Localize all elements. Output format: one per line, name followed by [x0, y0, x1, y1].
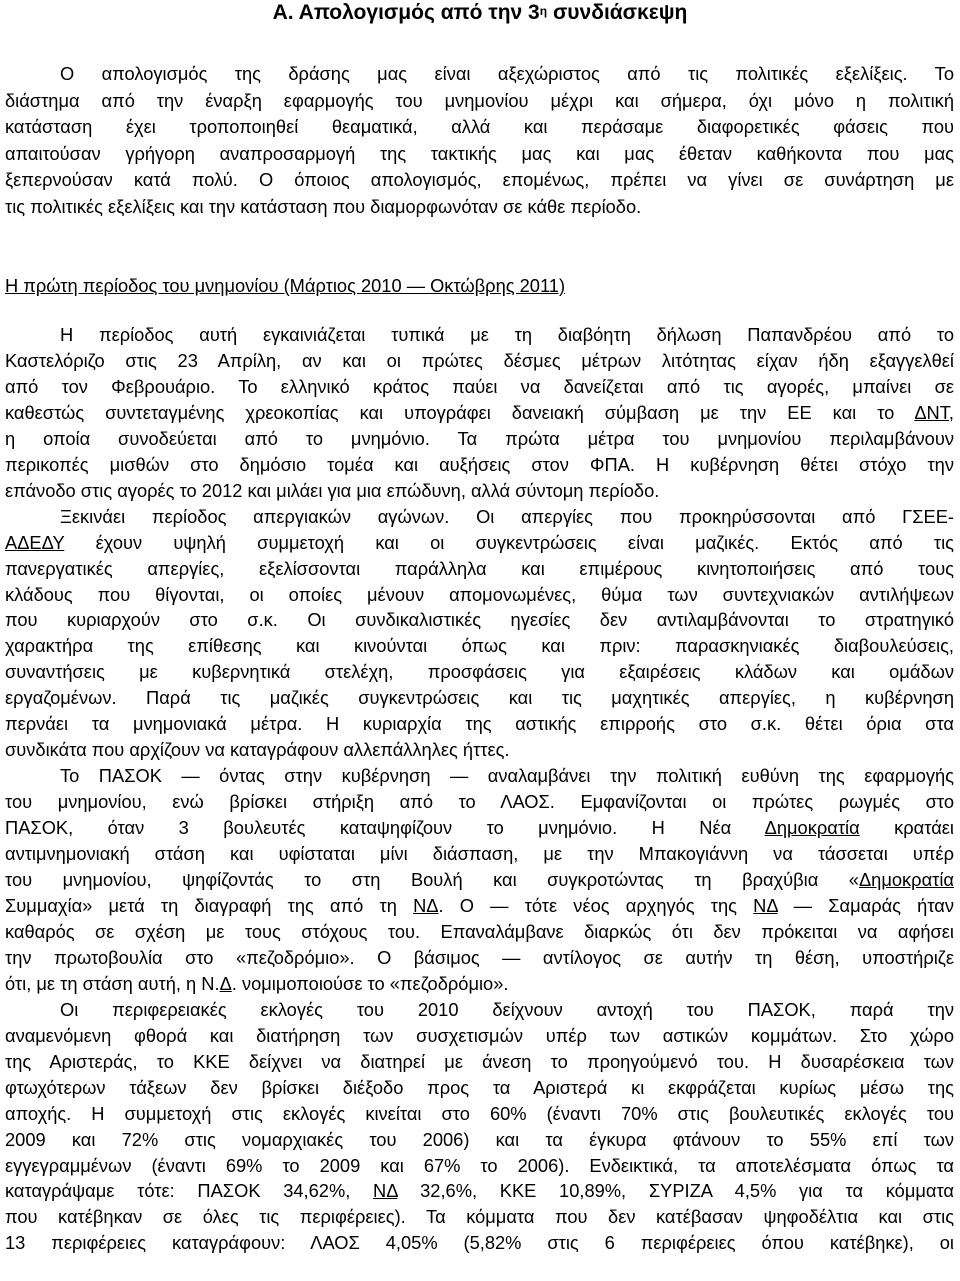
text-line: 13 περιφέρειες καταγράφουν: ΛΑΟΣ 4,05% (5,82% στις 6 περιφέρειες όπου κατέβηκε), οι [5, 1232, 954, 1254]
text-line: Ξεκινάει περίοδος απεργιακών αγώνων. Οι απεργίες που προκηρύσσονται από ΓΣΕΕ- [60, 505, 954, 527]
underlined-term: Δ [219, 972, 232, 994]
text-line [5, 971, 954, 997]
underlined-term: Δημοκρατία [858, 869, 954, 891]
underlined-term: ΔΝΤ, [914, 401, 954, 423]
text-fragment: — Σαμαράς ήταν [777, 894, 954, 916]
text-line: συναντήσεις με κυβερνητικά στελέχη, προσφάσεις για εξαιρέσεις κλάδων και ομάδων [5, 661, 954, 683]
text-line [5, 530, 954, 556]
underlined-term: ΑΔΕΔΥ [5, 531, 65, 553]
text-line: που κατέβηκαν σε όλες τις περιφέρειες). Τα κόμματα που δεν κατέβασαν ψηφοδέλτια και στις [5, 1206, 954, 1228]
text-fragment: καθεστώς συντεταγμένης χρεοκοπίας και υπογράφει δανειακή σύμβαση με την ΕΕ και το [5, 401, 915, 423]
text-line: χαρακτήρα της επίθεσης και κινούνται όπως και πριν: παρασκηνιακές διαβουλεύσεις, [5, 635, 954, 657]
text-line [5, 893, 954, 919]
text-line: αποχής. Η συμμετοχή στις εκλογές κινείται στο 60% (έναντι 70% στις βουλευτικές εκλογές του [5, 1102, 954, 1124]
text-line: συνδικάτα που αρχίζουν να καταγράφουν αλλεπάλληλες ήττες. [5, 739, 510, 761]
text-line: αντιμνημονιακή στάση και υφίσταται μίνι διάσπαση, με την Μπακογιάννη να τάσσεται υπέρ [5, 843, 954, 865]
text-line: επάνοδο στις αγορές το 2012 και μιλάει για μια επώδυνη, αλλά σύντομη περίοδο. [5, 479, 660, 501]
body-paragraphs [5, 322, 954, 1256]
text-line: τις πολιτικές εξελίξεις και την κατάσταση που διαμορφωνόταν σε κάθε περίοδο. [5, 195, 642, 217]
text-line: της Αριστεράς, το ΚΚΕ δείχνει να διατηρεί με άνεση το προηγούμενό του. Η δυσαρέσκεια των [5, 1050, 954, 1072]
text-line: φτωχότερων τάξεων δεν βρίσκει διέξοδο προς τα Αριστερά κι εκφράζεται κυρίως μέσω της [5, 1076, 954, 1098]
text-line: την πρωτοβουλία στο «πεζοδρόμιο». Ο βάσιμος — αντίλογος σε αυτήν τη θέση, υποστήριζε [5, 946, 954, 968]
period-subheading: Η πρώτη περίοδος του μνημονίου (Μάρτιος 2010 — Οκτώβρης 2011) [5, 275, 566, 296]
text-line [5, 815, 954, 841]
text-fragment: κρατάει [859, 817, 954, 839]
text-line: Καστελόριζο στις 23 Απρίλη, αν και οι πρώτες δέσμες μέτρων λιτότητας είχαν ήδη εξαγγελθεί [5, 349, 954, 371]
text-line: ξεπερνούσαν κατά πολύ. Ο όποιος απολογισμός, επομένως, πρέπει να γίνει σε συνάρτηση με [5, 169, 954, 191]
text-fragment: του μνημονίου, ψηφίζοντάς το στη Βουλή και συγκροτώντας τη βραχύβια « [5, 869, 859, 891]
text-line: κατάσταση έχει τροποποιηθεί θεαματικά, αλλά και περάσαμε διαφορετικές φάσεις που [5, 116, 954, 138]
text-fragment: . Ο — τότε νέος αρχηγός της [438, 894, 754, 916]
heading-superscript: η [539, 4, 548, 18]
text-fragment: ότι, με τη στάση αυτή, η Ν. [5, 972, 220, 994]
text-line: καθαρός σε σχέση με τους στόχους του. Επαναλάμβανε διαρκώς ότι δεν πρόκειται να αφήσει [5, 920, 954, 942]
text-line: πανεργατικές απεργίες, εξελίσσονται παράλληλα και επιμέρους κινητοποιήσεις από τους [5, 557, 954, 579]
text-line: απαιτούσαν γρήγορη αναπροσαρμογή της τακτικής μας και μας έθεταν καθήκοντα που μας [5, 142, 954, 164]
text-line [5, 400, 954, 426]
text-line: αναμενόμενη φθορά και διατήρηση των συσχετισμών υπέρ των αστικών κομμάτων. Στο χώρο [5, 1024, 954, 1046]
underlined-term: ΝΔ [753, 894, 778, 916]
text-line: του μνημονίου, ενώ βρίσκει στήριξη από το ΛΑΟΣ. Εμφανίζονται οι πρώτες ρωγμές στο [5, 791, 954, 813]
heading-tail: συνδιάσκεψη [552, 1, 688, 24]
text-fragment: . νομιμοποιούσε το «πεζοδρόμιο». [231, 972, 509, 994]
text-line: εγγεγραμμένων (έναντι 69% το 2009 και 67% το 2006). Ενδεικτικά, τα αποτελέσματα όπως τα [5, 1154, 954, 1176]
text-line: Ο απολογισμός της δράσης μας είναι αξεχώριστος από τις πολιτικές εξελίξεις. Το [60, 63, 954, 84]
text-line: διάστημα από την έναρξη εφαρμογής του μνημονίου μέχρι και σήμερα, όχι μόνο η πολιτική [5, 89, 954, 111]
underlined-term: ΝΔ [373, 1180, 398, 1202]
text-line [5, 1178, 954, 1204]
text-fragment: καταγράψαμε τότε: ΠΑΣΟΚ 34,62%, [5, 1180, 374, 1202]
text-fragment: ΠΑΣΟΚ, όταν 3 βουλευτές καταψηφίζουν το μνημόνιο. Η Νέα [5, 817, 765, 839]
text-line: από τον Φεβρουάριο. Το ελληνικό κράτος παύει να δανείζεται από τις αγορές, μπαίνει σε [5, 375, 954, 397]
text-line [5, 867, 954, 893]
underlined-term: ΝΔ [413, 894, 439, 916]
text-line: η οποία συνοδεύεται από το μνημόνιο. Τα πρώτα μέτρα του μνημονίου περιλαμβάνουν [5, 427, 954, 449]
text-line: που κυριαρχούν στο σ.κ. Οι συνδικαλιστικές ηγεσίες δεν αντιλαμβάνονται το στρατηγικό [5, 609, 954, 631]
underlined-term: Δημοκρατία [764, 817, 860, 839]
text-line: Η περίοδος αυτή εγκαινιάζεται τυπικά με τη διαβόητη δήλωση Παπανδρέου από το [60, 324, 954, 345]
text-fragment: 32,6%, ΚΚΕ 10,89%, ΣΥΡΙΖΑ 4,5% για τα κόμματα [397, 1180, 954, 1202]
heading-text: Α. Απολογισμός από την 3 [272, 1, 540, 24]
intro-paragraph [5, 61, 954, 221]
text-line: Οι περιφερειακές εκλογές του 2010 δείχνουν αντοχή του ΠΑΣΟΚ, παρά την [60, 998, 954, 1020]
text-fragment: έχουν υψηλή συμμετοχή και οι συγκεντρώσεις είναι μαζικές. Εκτός από τις [64, 531, 954, 553]
text-line: Το ΠΑΣΟΚ — όντας στην κυβέρνηση — αναλαμβάνει την πολιτική ευθύνη της εφαρμογής [60, 765, 954, 787]
text-line: κλάδους που θίγονται, οι οποίες μένουν απομονωμένες, θύμα των συντεχνιακών αντιλήψεων [5, 583, 954, 605]
section-heading [0, 0, 960, 26]
text-line: εργαζομένων. Παρά τις μαζικές συγκεντρώσεις και τις μαχητικές απεργίες, η κυβέρνηση [5, 687, 954, 709]
text-fragment: Συμμαχία» μετά τη διαγραφή της από τη [5, 894, 414, 916]
text-line: 2009 και 72% στις νομαρχιακές του 2006) και τα έγκυρα φτάνουν το 55% επί των [5, 1128, 954, 1150]
text-line: περνάει τα μνημονιακά μέτρα. Η κυριαρχία της αστικής επιρροής στο σ.κ. θέτει όρια στα [5, 713, 954, 735]
text-line: περικοπές μισθών στο δημόσιο τομέα και αυξήσεις στον ΦΠΑ. Η κυβέρνηση θέτει στόχο την [5, 453, 954, 475]
